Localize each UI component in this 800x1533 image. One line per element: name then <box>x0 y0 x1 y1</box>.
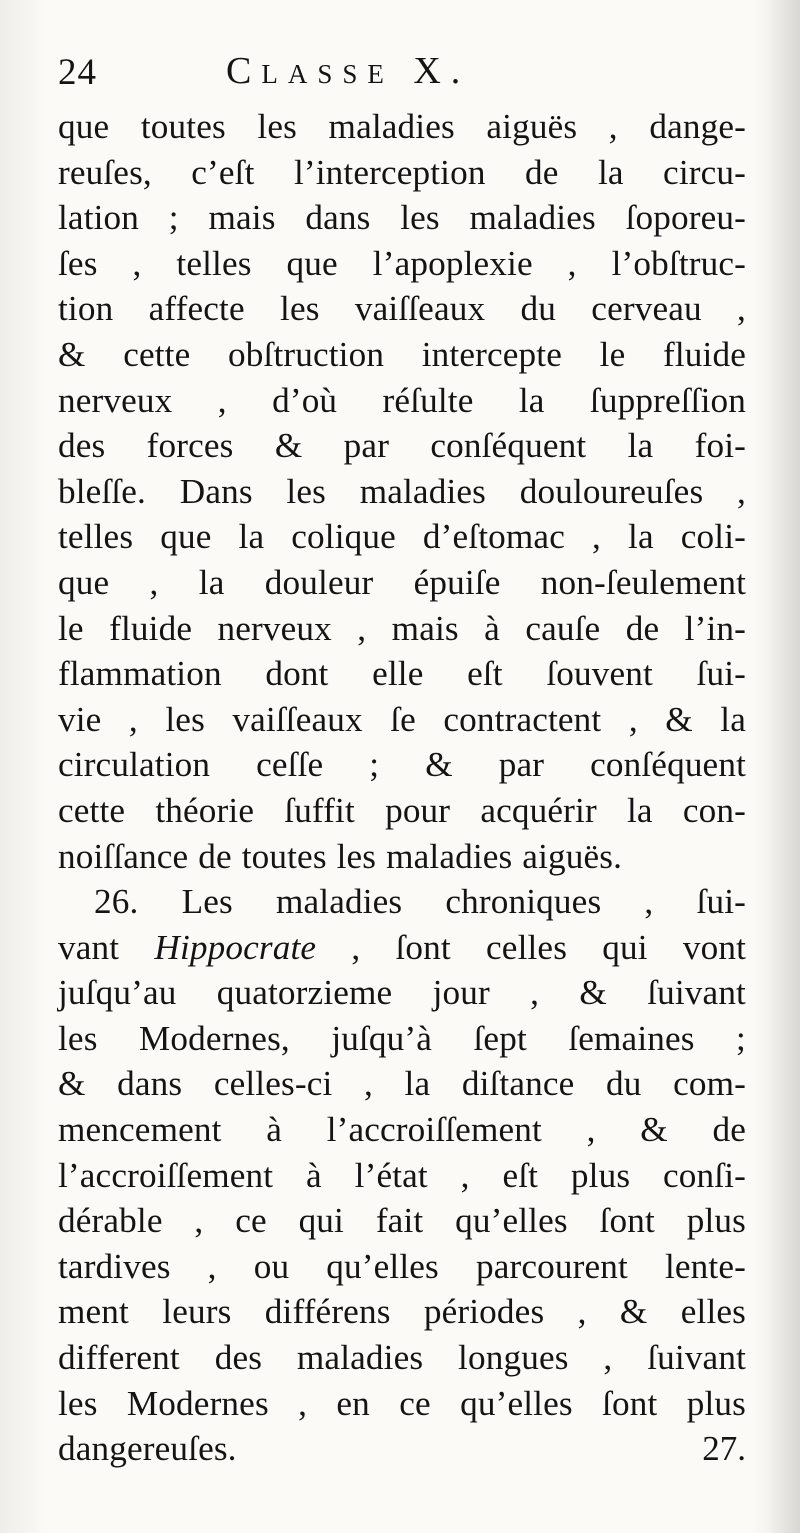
paragraph-26-line-2-after: , ſont celles qui vont <box>316 927 747 967</box>
paragraph-26-line-2-before: vant <box>58 927 155 967</box>
paragraph-26-line-3: juſqu’au quatorzieme jour , & ſuivant <box>58 973 746 1013</box>
running-title: Classe X. <box>226 50 471 92</box>
paragraph-26-line-5: & dans celles-ci , la diſtance du com- <box>58 1064 746 1104</box>
paragraph-26-line-2 <box>58 925 746 971</box>
text-line-13: flammation dont elle eſt ſouvent ſui- <box>58 654 746 694</box>
final-line: dangereuſes. <box>58 1429 237 1469</box>
text-block <box>58 104 746 1472</box>
text-line-14: vie , les vaiſſeaux ſe contractent , & la <box>58 699 746 739</box>
text-line-3: lation ; mais dans les maladies ſoporeu- <box>58 198 746 238</box>
text-line-11: que , la douleur épuiſe non-ſeulement <box>58 562 746 602</box>
text-line-8: des forces & par conſéquent la foi- <box>58 426 746 466</box>
page-edge-shadow <box>766 0 800 1533</box>
text-line-16: cette théorie ſuffit pour acquérir la con- <box>58 790 746 830</box>
text-line-6: & cette obſtruction intercepte le fluide <box>58 334 746 374</box>
paragraph-26-line-12: les Modernes , en ce qu’elles ſont plus <box>58 1383 746 1423</box>
page-number: 24 <box>58 52 97 93</box>
paragraph-26-line-6: mencement à l’accroiſſement , & de <box>58 1110 746 1150</box>
paragraph-26-line-11: different des maladies longues , ſuivant <box>58 1338 746 1378</box>
catchword: 27. <box>702 1429 746 1469</box>
text-line-12: le fluide nerveux , mais à cauſe de l’in- <box>58 608 746 648</box>
text-line-4: ſes , telles que l’apoplexie , l’obſtruc- <box>58 243 746 283</box>
paragraph-26-line-7: l’accroiſſement à l’état , eſt plus conſi- <box>58 1155 746 1195</box>
text-line-2: reuſes, c’eſt l’interception de la circu- <box>58 152 746 192</box>
paragraph-26-line-9: tardives , ou qu’elles parcourent lente- <box>58 1246 746 1286</box>
running-head <box>58 50 762 100</box>
text-line-10: telles que la colique d’eſtomac , la coli- <box>58 517 746 557</box>
paragraph-26-line-1: 26. Les maladies chroniques , ſui- <box>94 882 746 922</box>
text-line-9: bleſſe. Dans les maladies douloureuſes , <box>58 471 746 511</box>
text-line-1: que toutes les maladies aiguës , dange- <box>58 107 746 146</box>
text-line-15: circulation ceſſe ; & par conſéquent <box>58 745 746 785</box>
paragraph-26-line-10: ment leurs différens périodes , & elles <box>58 1292 746 1332</box>
text-line-7: nerveux , d’où réſulte la ſuppreſſion <box>58 380 746 420</box>
paragraph-26-line-4: les Modernes, juſqu’à ſept ſemaines ; <box>58 1018 746 1058</box>
paragraph-26-line-8: dérable , ce qui fait qu’elles ſont plus <box>58 1201 746 1241</box>
text-line-17: noiſſance de toutes les maladies aiguës. <box>58 836 623 876</box>
italic-author-name: Hippocrate <box>154 927 317 967</box>
final-line-row <box>58 1426 746 1472</box>
text-line-5: tion affecte les vaiſſeaux du cerveau , <box>58 289 746 329</box>
